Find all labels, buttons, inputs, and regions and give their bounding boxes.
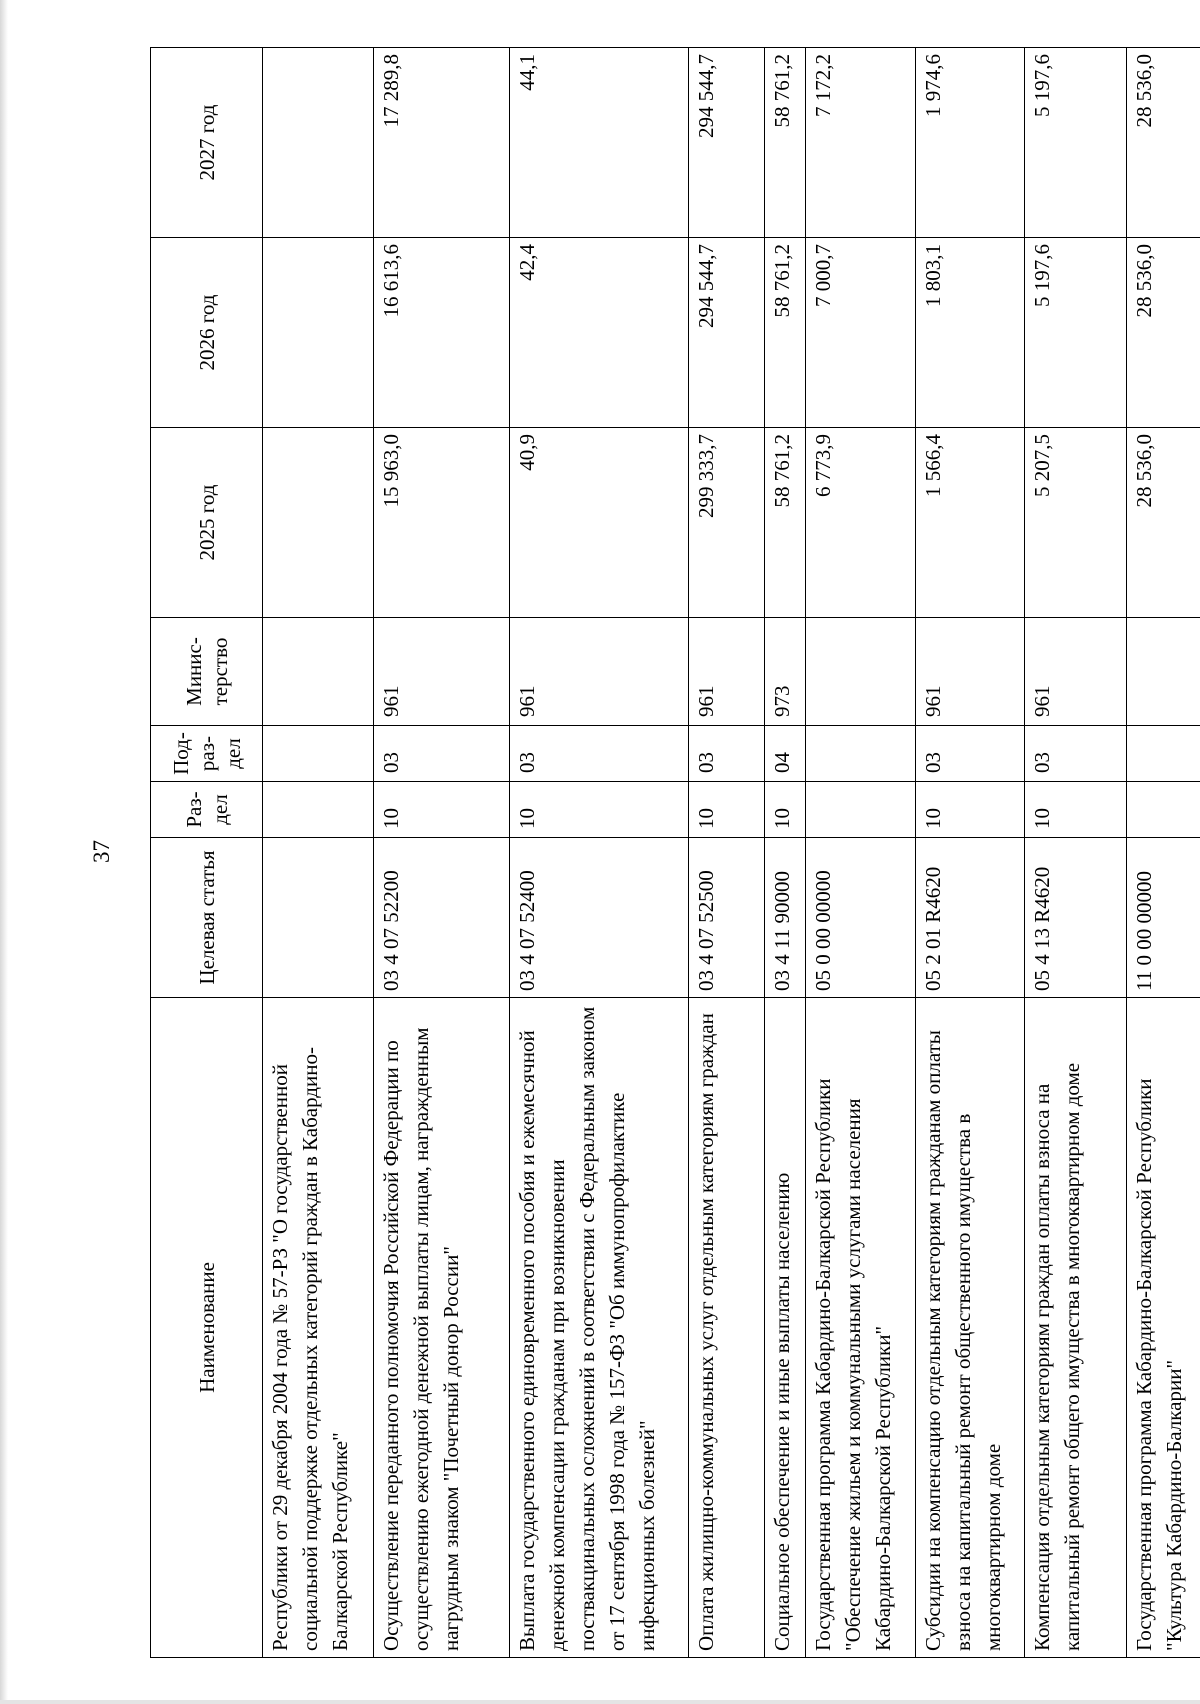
row-2026: 16 613,6	[373, 238, 509, 428]
row-name: Социальное обеспечение и иные выплаты населению	[765, 998, 805, 1658]
row-subsection	[263, 726, 374, 782]
row-2027	[263, 48, 374, 238]
row-target: 03 4 07 52400	[510, 838, 689, 998]
row-2025: 40,9	[510, 428, 689, 618]
row-subsection: 03	[689, 726, 765, 782]
row-target: 11 0 00 00000	[1126, 838, 1200, 998]
page-number: 37	[89, 840, 114, 864]
row-2027: 5 197,6	[1025, 48, 1127, 238]
row-ministry	[263, 618, 374, 726]
row-2027: 28 536,0	[1126, 48, 1200, 238]
row-section	[1126, 782, 1200, 838]
row-2027: 17 289,8	[373, 48, 509, 238]
row-2027: 58 761,2	[765, 48, 805, 238]
row-ministry	[1126, 618, 1200, 726]
row-subsection: 03	[373, 726, 509, 782]
row-name: Компенсация отдельным категориям граждан оплаты взноса на капитальный ремонт общего имущества в многоквартирном доме	[1025, 998, 1127, 1658]
header-2026: 2026 год	[151, 238, 263, 428]
budget-table	[150, 47, 1200, 1658]
row-subsection: 03	[915, 726, 1025, 782]
row-target: 05 4 13 R4620	[1025, 838, 1127, 998]
row-ministry	[805, 618, 915, 726]
row-2025: 58 761,2	[765, 428, 805, 618]
row-2027: 294 544,7	[689, 48, 765, 238]
row-2026: 1 803,1	[915, 238, 1025, 428]
header-ministry: Минис-терство	[151, 618, 263, 726]
row-target: 03 4 07 52200	[373, 838, 509, 998]
row-subsection: 03	[510, 726, 689, 782]
row-target: 05 2 01 R4620	[915, 838, 1025, 998]
header-2025: 2025 год	[151, 428, 263, 618]
row-section: 10	[1025, 782, 1127, 838]
table-row	[1126, 48, 1200, 1658]
table-row	[1025, 48, 1127, 1658]
row-ministry: 961	[373, 618, 509, 726]
row-name: Государственная программа Кабардино-Балкарской Республики "Культура Кабардино-Балкарии"	[1126, 998, 1200, 1658]
row-2025: 1 566,4	[915, 428, 1025, 618]
table-row	[689, 48, 765, 1658]
row-ministry: 973	[765, 618, 805, 726]
row-section: 10	[373, 782, 509, 838]
header-name: Наименование	[151, 998, 263, 1658]
scan-bottom-edge	[0, 1700, 1200, 1704]
row-2026	[263, 238, 374, 428]
table-row	[373, 48, 509, 1658]
row-subsection: 03	[1025, 726, 1127, 782]
row-name: Оплата жилищно-коммунальных услуг отдельным категориям граждан	[689, 998, 765, 1658]
row-2027: 44,1	[510, 48, 689, 238]
row-name: Государственная программа Кабардино-Балкарской Республики "Обеспечение жильем и коммунальными услугами населения Кабардино-Балкарской Республики"	[805, 998, 915, 1658]
header-section: Раз-дел	[151, 782, 263, 838]
row-ministry: 961	[915, 618, 1025, 726]
scan-edge-shadow	[0, 0, 8, 1704]
row-2026: 294 544,7	[689, 238, 765, 428]
row-subsection	[805, 726, 915, 782]
row-2027: 7 172,2	[805, 48, 915, 238]
table-row	[263, 48, 374, 1658]
row-2026: 7 000,7	[805, 238, 915, 428]
row-section	[805, 782, 915, 838]
table-row	[510, 48, 689, 1658]
row-2026: 5 197,6	[1025, 238, 1127, 428]
row-2026: 28 536,0	[1126, 238, 1200, 428]
header-subsection: Под-раз-дел	[151, 726, 263, 782]
row-target	[263, 838, 374, 998]
row-2025: 28 536,0	[1126, 428, 1200, 618]
row-name: Субсидии на компенсацию отдельным категориям гражданам оплаты взноса на капитальный ремонт общественного имущества в многоквартирном доме	[915, 998, 1025, 1658]
table-row	[805, 48, 915, 1658]
header-target: Целевая статья	[151, 838, 263, 998]
row-2025: 5 207,5	[1025, 428, 1127, 618]
rotated-table-container	[150, 48, 1200, 1658]
row-subsection	[1126, 726, 1200, 782]
table-row	[915, 48, 1025, 1658]
row-section	[263, 782, 374, 838]
row-name: Республики от 29 декабря 2004 года № 57-РЗ "О государственной социальной поддержке отдельных категорий граждан в Кабардино-Балкарской Республике"	[263, 998, 374, 1658]
row-name: Выплата государственного единовременного пособия и ежемесячной денежной компенсации гражданам при возникновении поствакцинальных осложнений в соответствии с Федеральным законом от 17 сентября 1998 года № 157-ФЗ "Об иммунопрофилактике инфекционных болезней"	[510, 998, 689, 1658]
table-row	[765, 48, 805, 1658]
header-row	[151, 48, 263, 1658]
row-2026: 58 761,2	[765, 238, 805, 428]
row-target: 03 4 07 52500	[689, 838, 765, 998]
row-section: 10	[689, 782, 765, 838]
row-name: Осуществление переданного полномочия Российской Федерации по осуществлению ежегодной денежной выплаты лицам, награжденным нагрудным знаком "Почетный донор России"	[373, 998, 509, 1658]
row-target: 03 4 11 90000	[765, 838, 805, 998]
row-section: 10	[765, 782, 805, 838]
row-2025: 6 773,9	[805, 428, 915, 618]
row-2025	[263, 428, 374, 618]
row-2025: 15 963,0	[373, 428, 509, 618]
row-subsection: 04	[765, 726, 805, 782]
row-section: 10	[510, 782, 689, 838]
header-2027: 2027 год	[151, 48, 263, 238]
row-2026: 42,4	[510, 238, 689, 428]
row-ministry: 961	[510, 618, 689, 726]
row-target: 05 0 00 00000	[805, 838, 915, 998]
row-ministry: 961	[689, 618, 765, 726]
row-2027: 1 974,6	[915, 48, 1025, 238]
row-2025: 299 333,7	[689, 428, 765, 618]
row-ministry: 961	[1025, 618, 1127, 726]
row-section: 10	[915, 782, 1025, 838]
